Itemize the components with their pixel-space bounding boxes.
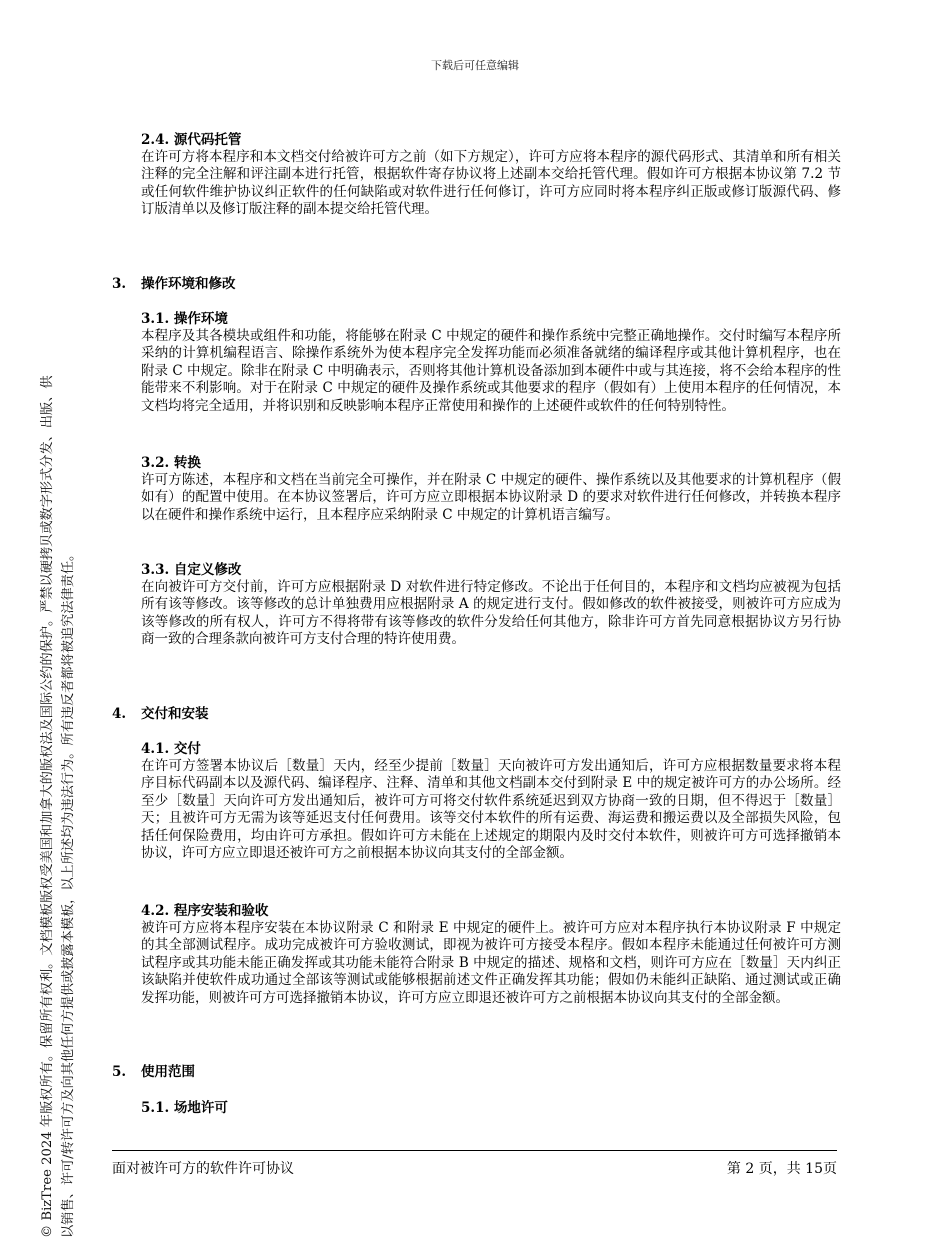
subsection-body-2-4: 在许可方将本程序和本文档交付给被许可方之前（如下方规定），许可方应将本程序的源代码形式、其清单和所有相关注释的完全注解和评注副本进行托管，根据软件寄存协议将上述副本交给托管代理。假如许可方根据本协议第 7.2 节或任何软件维护协议纠正软件的任何缺陷或对软件进行任何修订，许可方应同时将本程序纠正版或修订版源代码、修订版清单以及修订版注释的副本提交给托管代理。: [141, 149, 841, 218]
page-header: 下载后可任意编辑: [431, 59, 519, 72]
subsection-body-4-2: 被许可方应将本程序安装在本协议附录 C 和附录 E 中规定的硬件上。被许可方应对本程序执行本协议附录 F 中规定的其全部测试程序。成功完成被许可方验收测试，即视为被许可方接受本程序。假如本程序未能通过任何被许可方测试程序或其功能未能正确发挥或其功能未能符合附录 B 中规定的描述、规格和文档，则许可方应在［数量］天内纠正该缺陷并使软件成功通过全部该等测试或能够根据前述文件正确发挥其功能；假如仍未能纠正缺陷、通过测试或正确发挥功能，则被许可方可选择撤销本协议，许可方应立即退还被许可方之前根据本协议向其支付的全部金额。: [141, 920, 841, 1006]
section-number: 5.: [112, 1064, 127, 1080]
section-number: 4.: [112, 706, 127, 722]
section-heading-3: [112, 276, 236, 293]
copyright-line-1: © BizTree 2024 年版权所有。保留所有权利。文档模板版权受美国和加拿大的版权法及国际公约的保护。严禁以硬拷贝或数字形式分发、出版、供: [40, 375, 55, 1238]
section-number: 3.: [112, 276, 127, 292]
subsection-title-5-1: 5.1. 场地许可: [141, 1100, 228, 1116]
subsection-title-2-4: 2.4. 源代码托管: [141, 132, 242, 148]
copyright-side-note: [37, 0, 79, 1238]
subsection-body-3-1: 本程序及其各模块或组件和功能，将能够在附录 C 中规定的硬件和操作系统中完整正确地操作。交付时编写本程序所采纳的计算机编程语言、除操作系统外为使本程序完全发挥功能而必须准备就绪的编译程序或其他计算机程序，也在附录 C 中规定。除非在附录 C 中明确表示，否则将其他计算机设备添加到本硬件中或与其连接，将不会给本程序的性能带来不利影响。对于在附录 C 中规定的硬件及操作系统或其他要求的程序（假如有）上使用本程序的任何情况，本文档均将完全适用，并将识别和反映影响本程序正常使用和操作的上述硬件或软件的任何特别特性。: [141, 328, 841, 414]
section-title: 使用范围: [141, 1064, 195, 1080]
section-title: 操作环境和修改: [141, 276, 236, 292]
section-title: 交付和安装: [141, 706, 209, 722]
subsection-title-3-3: 3.3. 自定义修改: [141, 562, 242, 578]
subsection-title-4-1: 4.1. 交付: [141, 741, 201, 757]
copyright-line-2: 以销售、许可/转许可方及向其他任何方提供或披露本模板，以上所述均为违法行为。所有违反者都将被追究法律责任。: [61, 547, 76, 1238]
subsection-title-3-1: 3.1. 操作环境: [141, 311, 228, 327]
footer-document-title: 面对被许可方的软件许可协议: [112, 1161, 294, 1177]
footer-divider: [112, 1150, 837, 1151]
section-heading-4: [112, 706, 209, 723]
footer-page-number: 第 2 页，共 15页: [726, 1161, 837, 1177]
section-heading-5: [112, 1064, 195, 1081]
subsection-body-4-1: 在许可方签署本协议后［数量］天内，经至少提前［数量］天向被许可方发出通知后，许可方应根据数量要求将本程序目标代码副本以及源代码、编译程序、注释、清单和其他文档副本交付到附录 E 中的规定被许可方的办公场所。经至少［数量］天向许可方发出通知后，被许可方可将交付软件系统延迟到双方协商一致的日期，但不得迟于［数量］天；且被许可方无需为该等延迟支付任何费用。该等交付本软件的所有运费、海运费和搬运费以及全部损失风险，包括任何保险费用，均由许可方承担。假如许可方未能在上述规定的期限内及时交付本软件，则被许可方可选择撤销本协议，许可方应立即退还被许可方之前根据本协议向其支付的全部金额。: [141, 758, 841, 862]
subsection-body-3-2: 许可方陈述，本程序和文档在当前完全可操作，并在附录 C 中规定的硬件、操作系统以及其他要求的计算机程序（假如有）的配置中使用。在本协议签署后，许可方应立即根据本协议附录 D 的要求对软件进行任何修改，并转换本程序以在硬件和操作系统中运行，且本程序应采纳附录 C 中规定的计算机语言编写。: [141, 472, 841, 523]
subsection-title-4-2: 4.2. 程序安装和验收: [141, 903, 269, 919]
subsection-title-3-2: 3.2. 转换: [141, 455, 201, 471]
subsection-body-3-3: 在向被许可方交付前，许可方应根据附录 D 对软件进行特定修改。不论出于任何目的，本程序和文档均应被视为包括所有该等修改。该等修改的总计单独费用应根据附录 A 的规定进行支付。假如修改的软件被接受，则被许可方应成为该等修改的所有权人，许可方不得将带有该等修改的软件分发给任何其他方，除非许可方首先同意根据协议方另行协商一致的合理条款向被许可方支付合理的特许使用费。: [141, 579, 841, 648]
